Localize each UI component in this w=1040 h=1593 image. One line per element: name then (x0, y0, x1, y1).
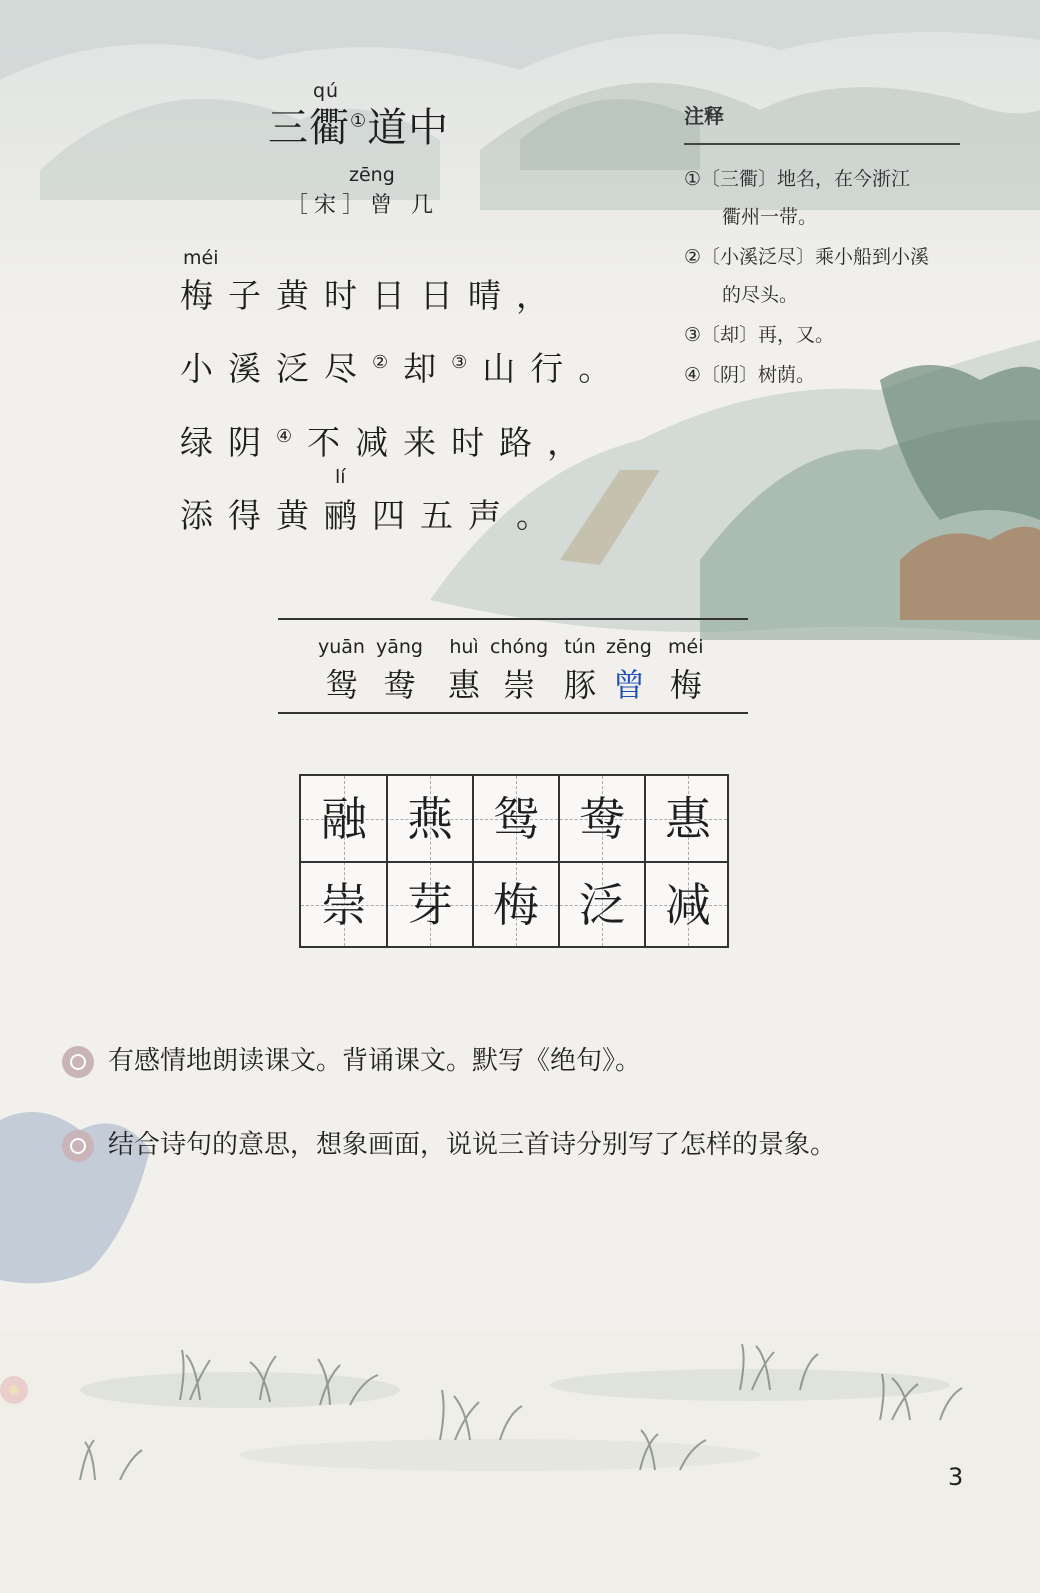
title-char-3: 道中 (367, 105, 450, 151)
vocab-item: huì 惠 (448, 636, 481, 704)
grid-char: 鸳 (493, 792, 539, 846)
grid-char: 鸯 (579, 792, 625, 846)
poem-line-3: 绿阴④不减来时路， (180, 423, 596, 462)
notes-heading: 注释 (684, 104, 724, 128)
poem-line-4: 添得黄鹂四五声。 (180, 496, 564, 535)
vocab-item: yuān 鸳 (318, 636, 365, 704)
grid-char: 崇 (321, 878, 367, 932)
note-item-3: ③〔却〕再，又。 (684, 324, 835, 346)
author-dynasty: ［宋］ (286, 193, 371, 218)
poem-line1-pinyin: méi (183, 247, 219, 269)
title-note-ref: ① (350, 110, 368, 132)
poem-title (268, 80, 450, 153)
note-ref-4: ④ (276, 426, 308, 447)
author-pinyin: zēng (349, 164, 395, 186)
exercise-2: 结合诗句的意思，想象画面，说说三首诗分别写了怎样的景象。 (62, 1124, 836, 1162)
page-number: 3 (948, 1463, 964, 1491)
vocab-item: zēng 曾 (606, 636, 652, 704)
vocab-item: méi 梅 (668, 636, 704, 704)
note-ref-3: ③ (451, 352, 483, 373)
title-char-2: qú 衢 (309, 80, 350, 151)
vocab-top-rule (278, 618, 748, 620)
poem-line-1: 梅子黄时日日晴， (180, 276, 564, 315)
character-writing-grid (299, 774, 729, 948)
vocab-bottom-rule (278, 712, 748, 714)
exercise-1: 有感情地朗读课文。背诵课文。默写《绝句》。 (62, 1040, 641, 1078)
vocab-item: yāng 鸯 (376, 636, 423, 704)
note-item-2: ②〔小溪泛尽〕乘小船到小溪 的尽头。 (684, 246, 930, 306)
grid-char: 芽 (407, 878, 453, 932)
grid-char: 燕 (407, 792, 453, 846)
grid-char: 梅 (493, 878, 539, 932)
poem-line-2: 小溪泛尽②却③山行。 (180, 349, 627, 388)
notes-divider (684, 143, 960, 145)
poem-line4-pinyin: lí (335, 466, 346, 488)
grid-char: 惠 (665, 792, 711, 846)
title-char-1: 三 (268, 105, 309, 151)
vocab-item: chóng 崇 (490, 636, 549, 704)
vocab-item: tún 豚 (564, 636, 597, 704)
title-pinyin: qú (313, 80, 340, 102)
note-item-4: ④〔阴〕树荫。 (684, 364, 816, 386)
poem-author (286, 188, 439, 219)
grid-char: 融 (321, 792, 367, 846)
note-ref-2: ② (372, 352, 404, 373)
exercise-bullet-icon (62, 1130, 94, 1162)
grid-char: 减 (665, 878, 711, 932)
author-name: 曾 几 (370, 193, 440, 218)
note-item-1: ①〔三衢〕地名，在今浙江 衢州一带。 (684, 168, 911, 228)
exercise-bullet-icon (62, 1046, 94, 1078)
grid-char: 泛 (579, 878, 625, 932)
